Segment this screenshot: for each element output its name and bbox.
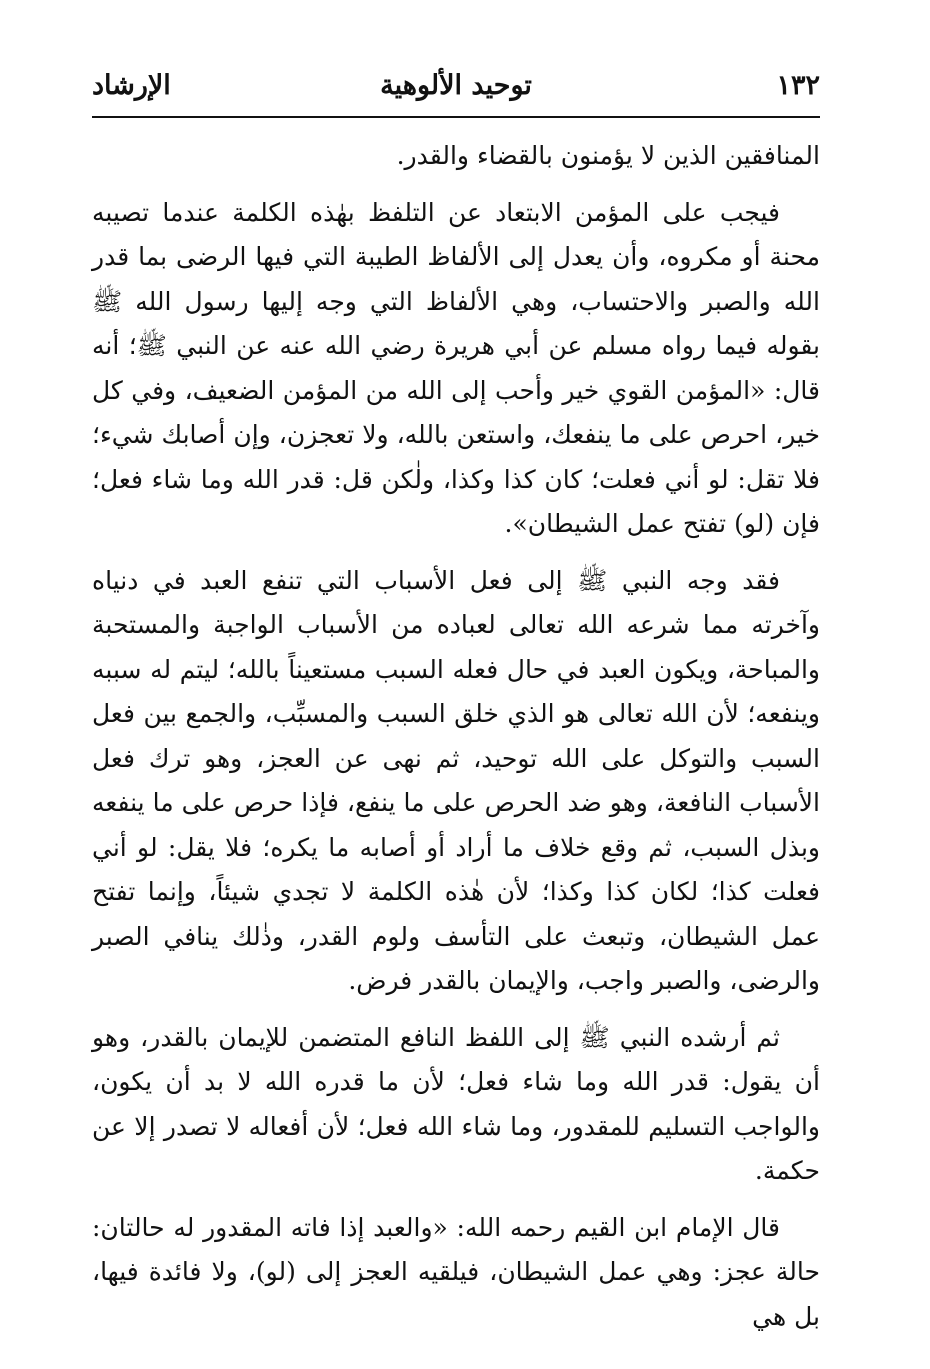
- paragraph-4: ثم أرشده النبي ﷺ إلى اللفظ النافع المتضمن للإيمان بالقدر، وهو أن يقول: قدر الله وما شاء فعل؛ لأن ما قدره الله لا بد أن يكون، والواجب التسليم للمقدور، وما شاء الله فعل؛ لأن أفعاله لا تصدر إلا عن حكمة.: [92, 1022, 820, 1185]
- paragraph-1: المنافقين الذين لا يؤمنون بالقضاء والقدر.: [396, 141, 820, 170]
- paragraph-2: فيجب على المؤمن الابتعاد عن التلفظ بهٰذه الكلمة عندما تصيبه محنة أو مكروه، وأن يعدل إلى الألفاظ الطيبة التي فيها الرضى بما قدر الله والصبر والاحتساب، وهي الألفاظ التي وجه إليها رسول الله ﷺ بقوله فيما رواه مسلم عن أبي هريرة رضي الله عنه عن النبي ﷺ؛ أنه قال: «المؤمن القوي خير وأحب إلى الله من المؤمن الضعيف، وفي كل خير، احرص على ما ينفعك، واستعن بالله، ولا تعجزن، وإن أصابك شيء؛ فلا تقل: لو أني فعلت؛ كان كذا وكذا، ولٰكن قل: قدر الله وما شاء فعل؛ فإن (لو) تفتح عمل الشيطان».: [92, 197, 820, 538]
- page-body: [92, 134, 820, 1351]
- page-number: ١٣٢: [776, 70, 820, 101]
- book-title: الإرشاد: [92, 70, 171, 101]
- paragraph-3: فقد وجه النبي ﷺ إلى فعل الأسباب التي تنفع العبد في دنياه وآخرته مما شرعه الله تعالى لعباده من الأسباب الواجبة والمستحبة والمباحة، ويكون العبد في حال فعله السبب مستعيناً بالله؛ ليتم له سببه وينفعه؛ لأن الله تعالى هو الذي خلق السبب والمسبِّب، والجمع بين فعل السبب والتوكل على الله توحيد، ثم نهى عن العجز، وهو ترك فعل الأسباب النافعة، وهو ضد الحرص على ما ينفع، فإذا حرص على ما ينفعه وبذل السبب، ثم وقع خلاف ما أراد أو أصابه ما يكره؛ فلا يقل: لو أني فعلت كذا؛ لكان كذا وكذا؛ لأن هٰذه الكلمة لا تجدي شيئاً، وإنما تفتح عمل الشيطان، وتبعث على التأسف ولوم القدر، وذٰلك ينافي الصبر والرضى، والصبر واجب، والإيمان بالقدر فرض.: [92, 565, 820, 995]
- page-header: [92, 66, 820, 112]
- paragraph-5: قال الإمام ابن القيم رحمه الله: «والعبد إذا فاته المقدور له حالتان: حالة عجز: وهي عمل الشيطان، فيلقيه العجز إلى (لو)، ولا فائدة فيها، بل هي: [92, 1212, 820, 1331]
- chapter-title: توحيد الألوهية: [380, 70, 532, 101]
- header-divider: [92, 116, 820, 118]
